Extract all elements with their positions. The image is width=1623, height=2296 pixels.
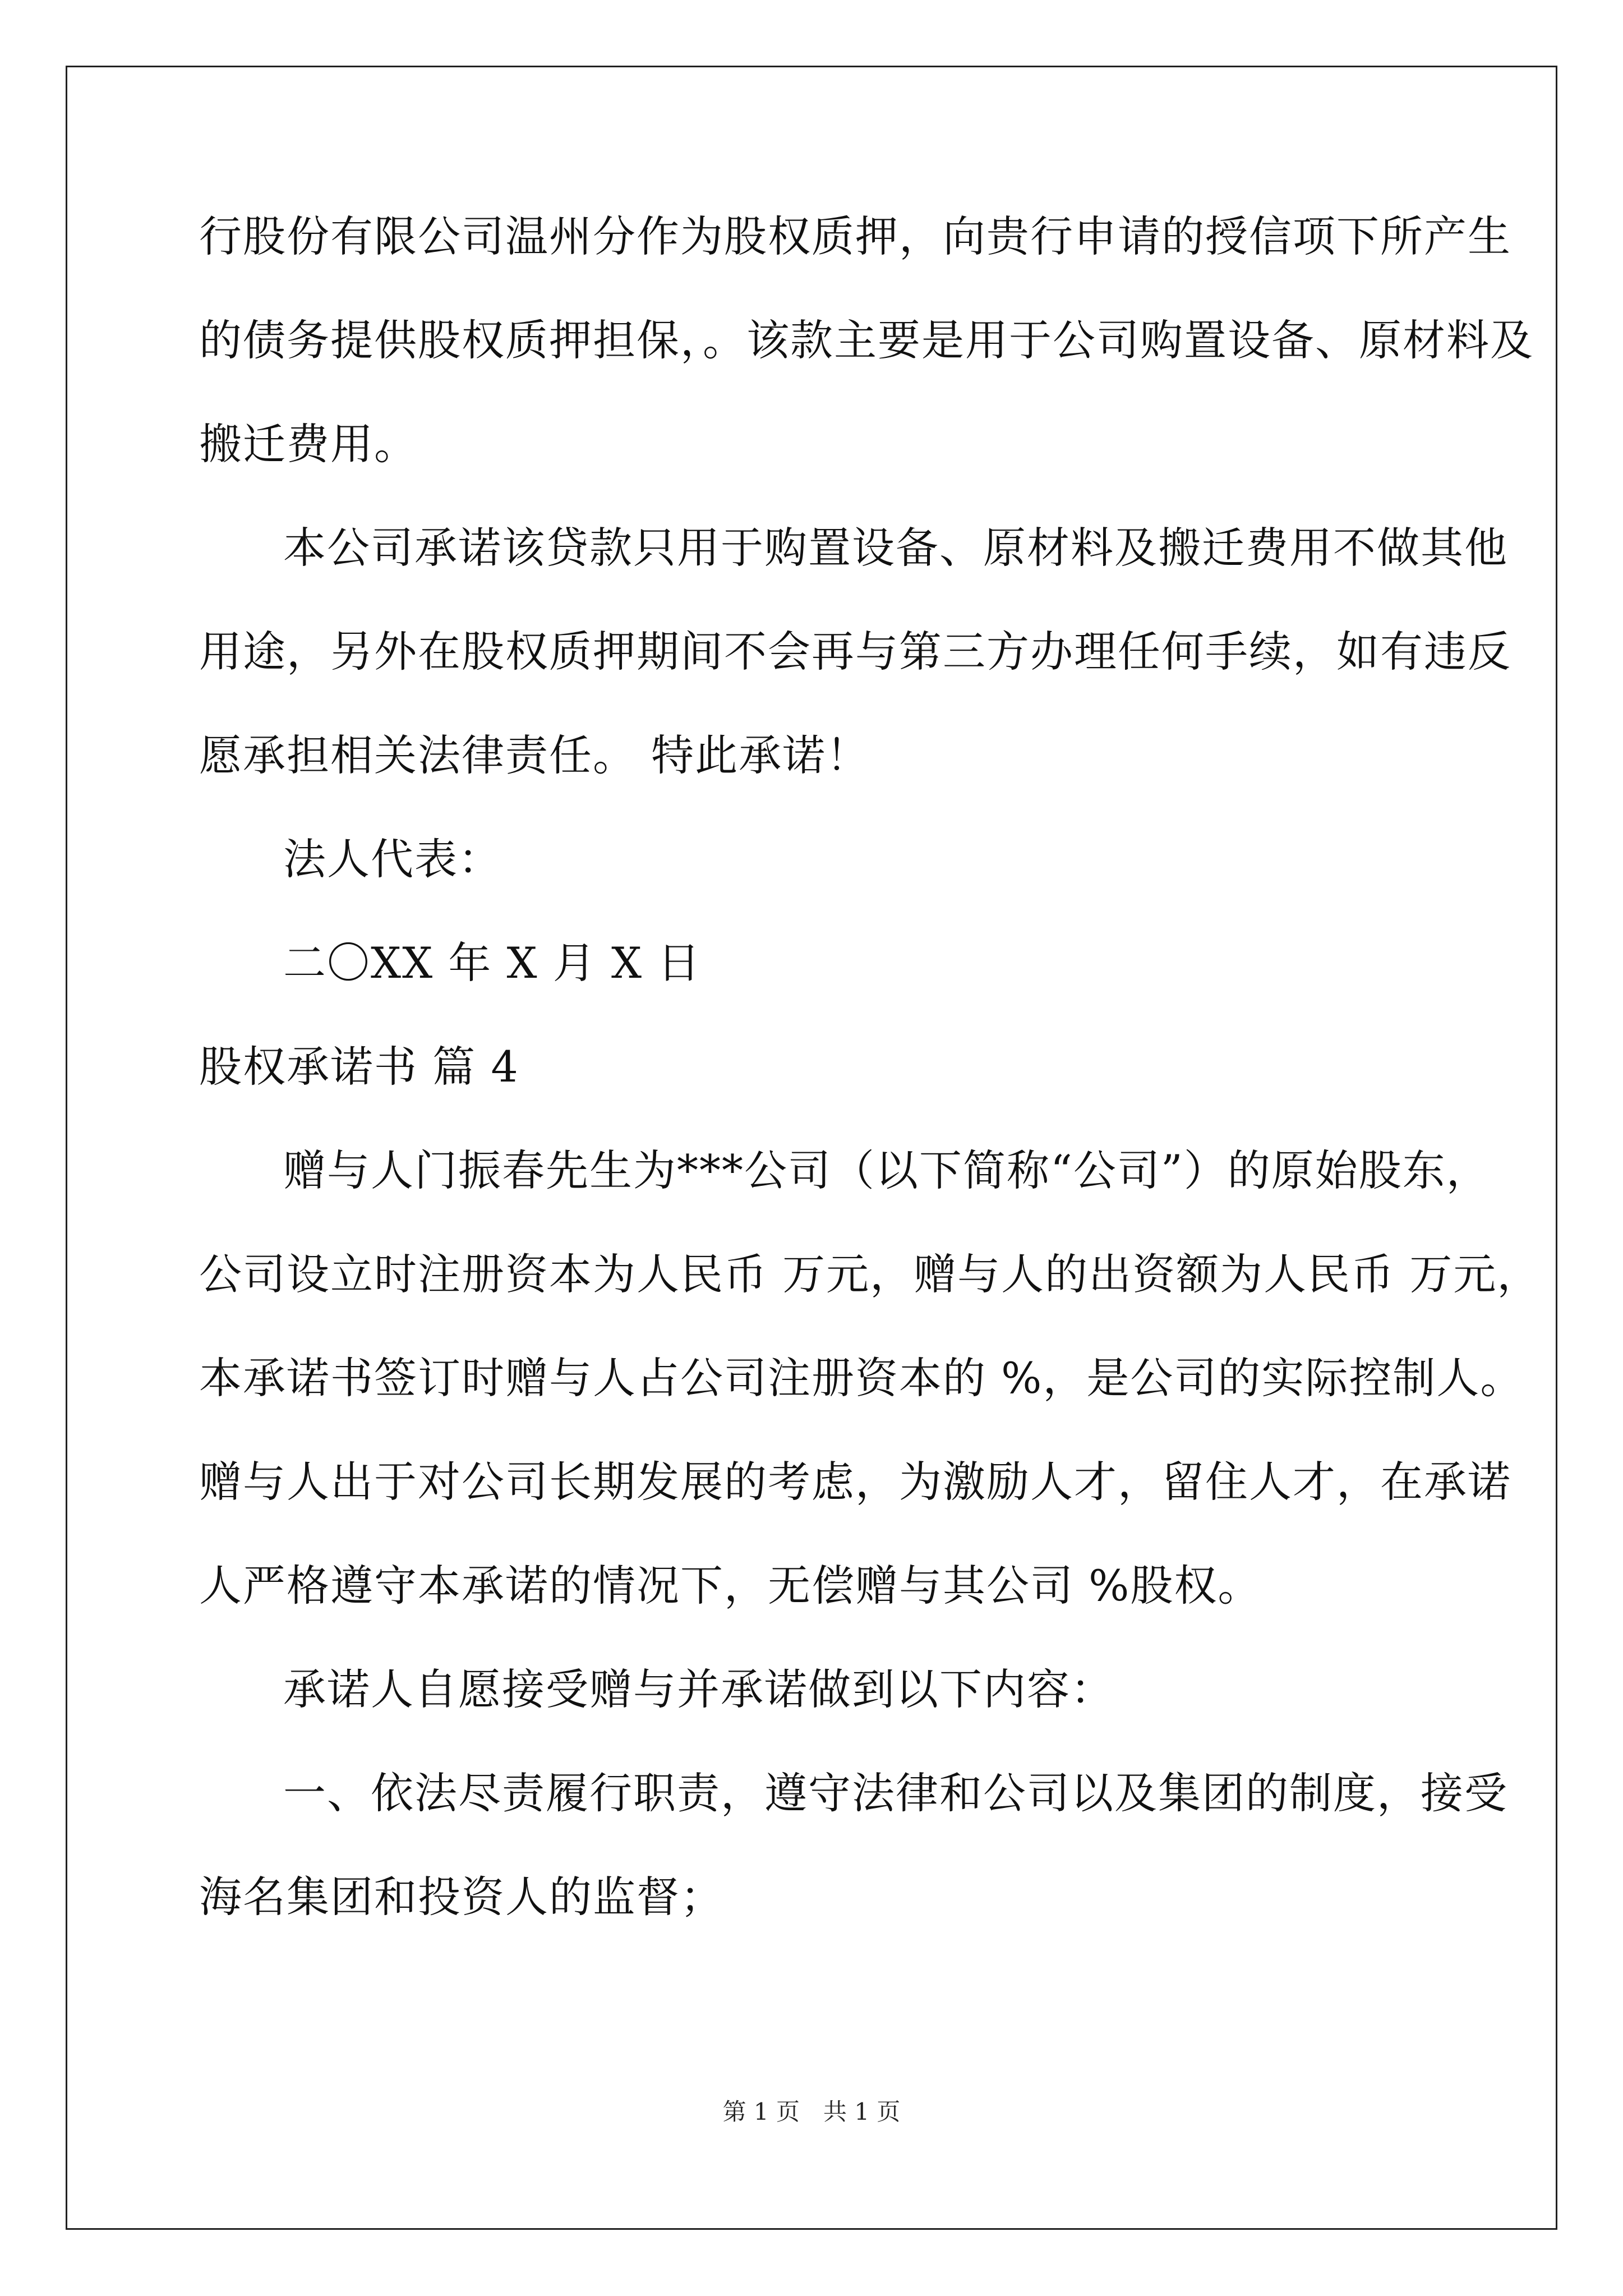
- text-line: 愿承担相关法律责任。 特此承诺！: [199, 730, 870, 780]
- paragraph-start: 一、依法尽责履行职责，遵守法律和公司以及集团的制度，接受: [283, 1768, 1508, 1818]
- paragraph-start: 赠与人门振春先生为***公司（以下简称“公司”）的原始股东，: [283, 1145, 1490, 1195]
- text-line: 搬迁费用。: [199, 419, 418, 469]
- signature-label: 法人代表：: [283, 834, 502, 884]
- section-heading: 股权承诺书 篇 4: [199, 1042, 519, 1092]
- paragraph-start: 承诺人自愿接受赠与并承诺做到以下内容：: [283, 1664, 1114, 1714]
- text-line: 公司设立时注册资本为人民币 万元，赠与人的出资额为人民币 万元，: [199, 1249, 1541, 1299]
- text-line: 赠与人出于对公司长期发展的考虑，为激励人才，留住人才，在承诺: [199, 1457, 1511, 1507]
- text-line: 本承诺书签订时赠与人占公司注册资本的 %，是公司的实际控制人。: [199, 1353, 1524, 1403]
- paragraph-start: 本公司承诺该贷款只用于购置设备、原材料及搬迁费用不做其他: [283, 523, 1508, 573]
- text-line: 的债务提供股权质押担保，。该款主要是用于公司购置设备、原材料及: [199, 315, 1534, 365]
- page-footer: 第 1 页 共 1 页: [722, 2098, 901, 2125]
- text-line: 行股份有限公司温州分作为股权质押，向贵行申请的授信项下所产生: [199, 211, 1511, 261]
- text-line: 用途，另外在股权质押期间不会再与第三方办理任何手续，如有违反: [199, 627, 1511, 677]
- text-line: 海名集团和投资人的监督；: [199, 1872, 724, 1922]
- date-line: 二〇XX 年 X 月 X 日: [283, 938, 702, 988]
- text-line: 人严格遵守本承诺的情况下，无偿赠与其公司 %股权。: [199, 1561, 1262, 1611]
